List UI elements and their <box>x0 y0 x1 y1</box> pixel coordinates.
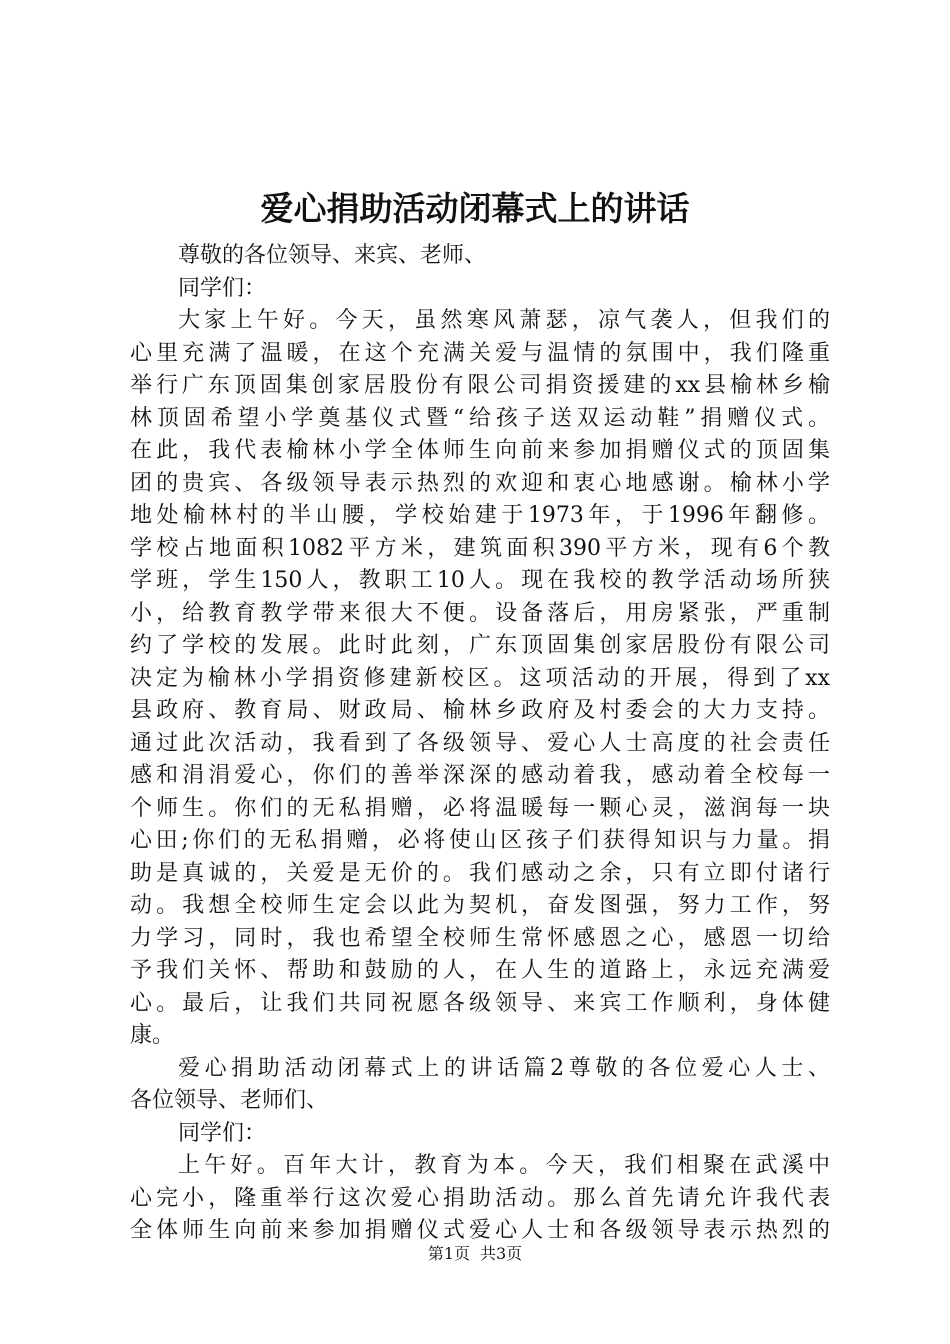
text-line: 大家上午好。今天，虽然寒风萧瑟，凉气袭人，但我们的 <box>178 308 830 333</box>
page-number: 第1页 <box>427 1244 470 1263</box>
text-line: 力学习，同时，我也希望全校师生常怀感恩之心，感恩一切给 <box>130 925 830 951</box>
text-line: 感和涓涓爱心，你们的善举深深的感动着我，感动着全校每一 <box>130 763 830 788</box>
text-line: 县政府、教育局、财政局、榆林乡政府及村委会的大力支持。 <box>130 698 830 723</box>
text-line: 助是真诚的，关爱是无价的。我们感动之余，只有立即付诸行 <box>130 860 830 886</box>
text-line: 尊敬的各位领导、来宾、老师、 <box>178 243 487 268</box>
text-line: 同学们： <box>178 275 267 301</box>
text-line: 各位领导、老师们、 <box>130 1088 329 1113</box>
text-line: 小，给教育教学带来很大不便。设备落后，用房紧张，严重制 <box>130 600 830 626</box>
text-line: 爱心捐助活动闭幕式上的讲话篇2尊敬的各位爱心人士、 <box>178 1055 830 1081</box>
text-line: 心。最后，让我们共同祝愿各级领导、来宾工作顺利，身体健 <box>130 990 830 1016</box>
text-line: 在此，我代表榆林小学全体师生向前来参加捐赠仪式的顶固集 <box>130 438 830 463</box>
page-footer <box>0 1243 950 1265</box>
text-line: 个师生。你们的无私捐赠，必将温暖每一颗心灵，滋润每一块 <box>130 795 830 821</box>
document-title: 爱心捐助活动闭幕式上的讲话 <box>260 189 690 228</box>
text-line: 团的贵宾、各级领导表示热烈的欢迎和衷心地感谢。榆林小学 <box>130 470 830 496</box>
text-line: 予我们关怀、帮助和鼓励的人，在人生的道路上，永远充满爱 <box>130 958 830 983</box>
document-body <box>130 240 830 1248</box>
text-line: 动。我想全校师生定会以此为契机，奋发图强，努力工作，努 <box>130 893 830 918</box>
text-line: 学校占地面积1082平方米，建筑面积390平方米，现有6个教 <box>130 535 830 561</box>
text-line: 通过此次活动，我看到了各级领导、爱心人士高度的社会责任 <box>130 730 830 756</box>
text-line: 约了学校的发展。此时此刻，广东顶固集创家居股份有限公司 <box>130 633 830 658</box>
text-line: 心田;你们的无私捐赠，必将使山区孩子们获得知识与力量。捐 <box>130 828 830 853</box>
page-total: 共3页 <box>480 1244 523 1263</box>
text-line: 学班，学生150人，教职工10人。现在我校的教学活动场所狭 <box>130 568 830 593</box>
text-line: 同学们： <box>178 1120 267 1146</box>
text-line: 林顶固希望小学奠基仪式暨“给孩子送双运动鞋”捐赠仪式。 <box>130 405 830 431</box>
text-line: 心里充满了温暖，在这个充满关爱与温情的氛围中，我们隆重 <box>130 340 830 366</box>
text-line: 举行广东顶固集创家居股份有限公司捐资援建的xx县榆林乡榆 <box>130 373 830 398</box>
text-line: 地处榆林村的半山腰，学校始建于1973年，于1996年翻修。 <box>130 503 830 528</box>
text-line: 决定为榆林小学捐资修建新校区。这项活动的开展，得到了xx <box>130 665 830 691</box>
text-line: 上午好。百年大计，教育为本。今天，我们相聚在武溪中 <box>178 1153 830 1178</box>
text-line: 心完小，隆重举行这次爱心捐助活动。那么首先请允许我代表 <box>130 1185 830 1211</box>
text-line: 康。 <box>130 1023 175 1048</box>
text-line: 全体师生向前来参加捐赠仪式爱心人士和各级领导表示热烈的 <box>130 1218 830 1243</box>
